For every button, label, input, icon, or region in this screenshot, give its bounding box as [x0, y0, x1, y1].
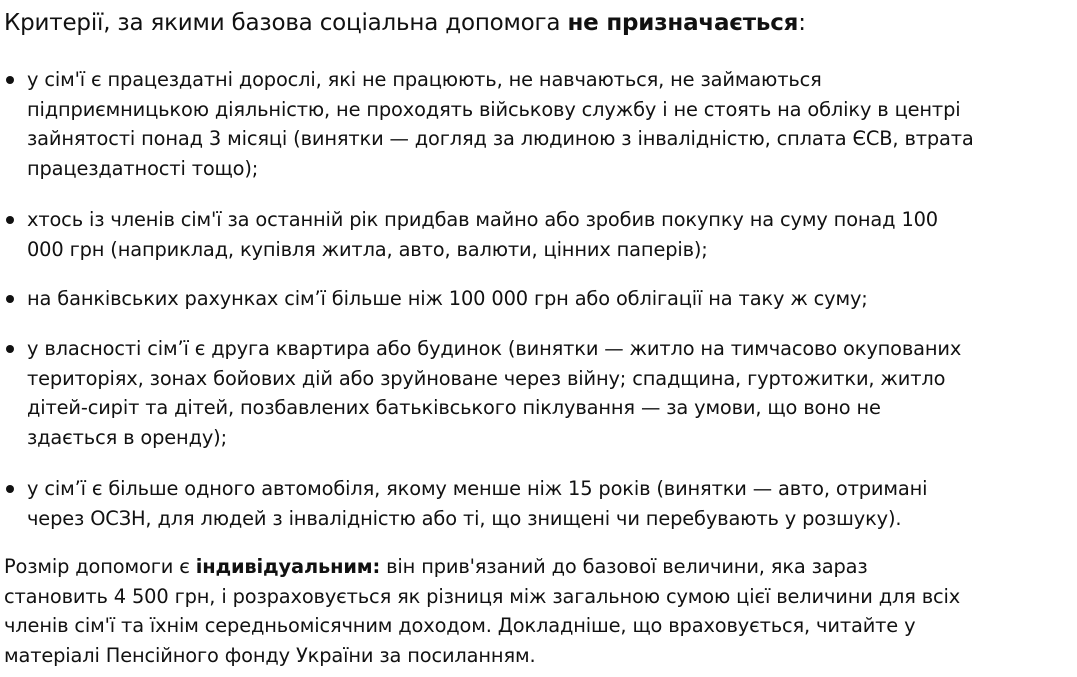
summary-line — [4, 552, 1064, 582]
bullet-icon — [6, 345, 14, 353]
criteria-text-line: дітей-сиріт та дітей, позбавлених батьківського піклування — за умови, що воно не — [27, 396, 881, 420]
section-heading — [4, 4, 806, 42]
criteria-text-line: у сім'ї є працездатні дорослі, які не працюють, не навчаються, не займаються — [27, 68, 822, 91]
summary-line: становить 4 500 грн, і розраховується як різниця між загальною сумою цієї величини для всіх — [4, 584, 961, 608]
summary-lead: Розмір допомоги є — [4, 555, 196, 578]
summary-emphasis: індивідуальним: — [195, 555, 381, 578]
criteria-text-line: у власності сім’ї є друга квартира або будинок (винятки — житло на тимчасово окупованих — [27, 337, 962, 360]
bullet-icon — [6, 295, 14, 303]
criteria-item-bank-accounts — [27, 284, 1063, 314]
criteria-text-line: працездатності тощо); — [27, 156, 259, 180]
summary-line: членів сім'ї та їхнім середньомісячним доходом. Докладніше, що враховується, читайте у — [4, 614, 916, 638]
summary-paragraph — [4, 552, 1064, 670]
summary-line: матеріалі Пенсійного фонду України за посиланням. — [4, 643, 536, 667]
criteria-text-line: на банківських рахунках сім’ї більше ніж 100 000 грн або облігації на таку ж суму; — [27, 287, 868, 310]
criteria-item-able-bodied-adults — [27, 65, 1063, 183]
heading-colon: : — [798, 10, 806, 36]
criteria-text-line: зайнятості понад 3 місяці (винятки — догляд за людиною з інвалідністю, сплата ЄСВ, втрата — [27, 127, 974, 151]
criteria-text-line: здається в оренду); — [27, 425, 227, 449]
bullet-icon — [6, 76, 14, 84]
heading-emphasis: не призначається — [567, 10, 799, 36]
criteria-text-line: підприємницькою діяльністю, не проходять військову службу і не стоять на обліку в центрі — [27, 97, 961, 121]
criteria-text-line: 000 грн (наприклад, купівля житла, авто, валюти, цінних паперів); — [27, 237, 708, 261]
criteria-text-line: хтось із членів сім'ї за останній рік придбав майно або зробив покупку на суму понад 100 — [27, 208, 938, 231]
criteria-text-line: територіях, зонах бойових дій або зруйноване через війну; спадщина, гуртожитки, житло — [27, 366, 946, 390]
bullet-icon — [6, 485, 14, 493]
criteria-item-large-purchase — [27, 205, 1063, 264]
bullet-icon — [6, 216, 14, 224]
criteria-item-second-property — [27, 334, 1063, 452]
criteria-item-vehicles — [27, 474, 1063, 533]
criteria-text-line: у сім’ї є більше одного автомобіля, якому менше ніж 15 років (винятки — авто, отримані — [27, 477, 928, 500]
heading-text: Критерії, за якими базова соціальна допомога — [4, 10, 568, 36]
criteria-text-line: через ОСЗН, для людей з інвалідністю або ті, що знищені чи перебувають у розшуку). — [27, 506, 902, 530]
summary-line1-rest: він прив'язаний до базової величини, яка зараз — [380, 555, 868, 578]
